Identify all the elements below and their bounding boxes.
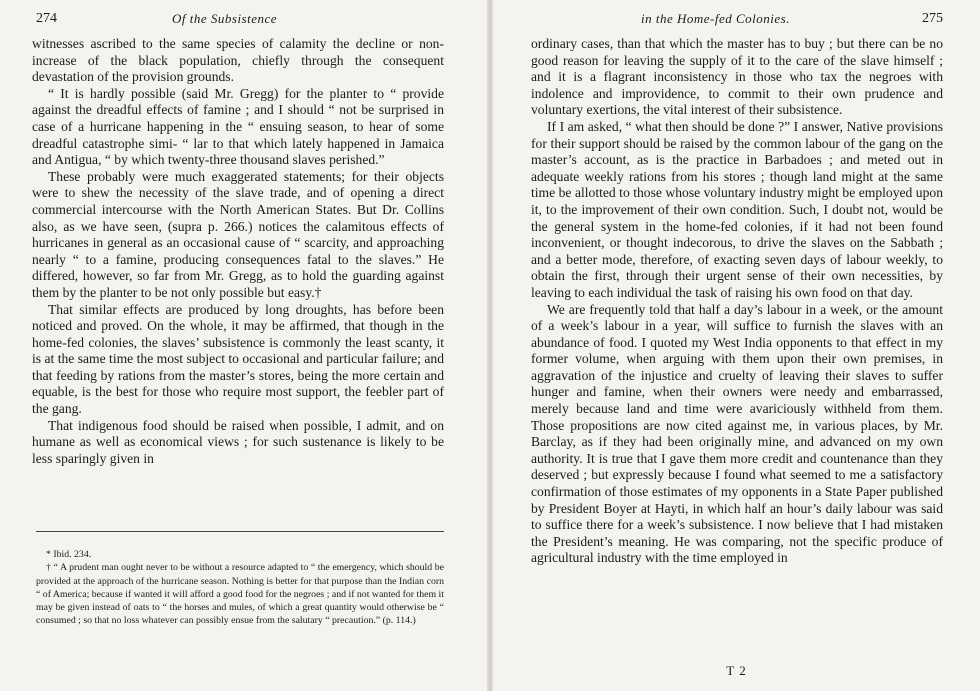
page-number: 275 <box>922 11 943 26</box>
footnote: * Ibid. 234. <box>46 549 92 560</box>
left-page-header <box>36 10 446 28</box>
right-page-header <box>531 10 943 28</box>
quotation-paragraph: “ It is hardly possible (said Mr. Gregg) for the planter to “ provide against the dreadful effects of famine ; and I should “ not be surprised in case of a hurricane happening in the “ ensuing season, to hear of some dreadful catastrophe simi- “ lar to that which lately happened in Jamaica and Antigua, “ by which twenty-three thousand slaves perished.” <box>32 85 444 168</box>
paragraph: That indigenous food should be raised when possible, I admit, and on humane as well as economical views ; for such sustenance is likely to be less sparingly given in <box>32 417 444 466</box>
right-page <box>493 0 980 691</box>
footnote-divider <box>36 531 444 532</box>
paragraph: ordinary cases, than that which the master has to buy ; but there can be no good reason for leaving the supply of it to the care of the slave himself ; and it is a flagrant inconsistency in those who tax the negroes with indolence and improvidence, to commit to their own prudence and voluntary exertions, the vital interest of their subsistence. <box>531 36 943 118</box>
signature-mark: T 2 <box>726 663 747 678</box>
paragraph: These probably were much exaggerated statements; for their objects were to shew the necessity of the slave trade, and of opening a direct commercial intercourse with the North American States. But Dr. Collins also, as we have seen, (supra p. 266.) notices the calamitous effects of hurricanes in general as an occasional cause of “ scarcity, and approaching nearly “ to a famine, producing consequences fatal to the slaves.” He differed, however, so far from Mr. Gregg, as to hold the guarding against them by the planter to be not only possible but easy.† <box>32 168 444 300</box>
left-body-text <box>32 36 444 467</box>
paragraph: witnesses ascribed to the same species of calamity the decline or non-increase of the black population, chiefly through the consequent devastation of the provision grounds. <box>32 36 444 85</box>
paragraph: That similar effects are produced by long droughts, has before been noticed and proved. On the whole, it may be affirmed, that though in the home-fed colonies, the slaves’ subsistence is commonly the least scanty, it is at the same time the most subject to occasional and particular failure; and that feeding by rations from the master’s stores, being the more certain and equable, is the best for those who require most support, the feebler part of the gang. <box>32 301 444 417</box>
footnote: † “ A prudent man ought never to be without a resource adapted to “ the emergency, which should be provided at the approach of the hurricane season. Nothing is better for that purpose than the Indian corn “ of America; because if wanted it will afford a good food for the negroes ; and if not wanted for them it may be given instead of oats to “ the horses and mules, of which a great quantity would otherwise be “ consumed ; so that no loss whatever can possibly ensue from the salutary “ precaution.” (p. 114.) <box>36 562 444 627</box>
right-body-text <box>531 36 943 567</box>
footnotes <box>36 548 444 628</box>
page-number: 274 <box>36 11 57 26</box>
running-head: Of the Subsistence <box>172 11 278 26</box>
paragraph: If I am asked, “ what then should be done ?” I answer, Native provisions for their support should be raised by the common labour of the gang on the master’s account, as is the practice in Barbadoes ; and meted out in adequate weekly rations from his stores ; though land might at the same time be allotted to those whose voluntary industry might be employed upon it, to the improvement of their own condition. Such, I doubt not, would be the general system in the home-fed colonies, if it had not been found inconvenient, or thought indecorous, to drive the slaves on the Sabbath ; and a better mode, therefore, of exacting seven days of labour weekly, to obtain the first, through their urgent sense of their own necessities, by leaving to each individual the task of raising his own food on that day. <box>531 118 943 300</box>
left-page <box>0 0 487 691</box>
running-head: in the Home-fed Colonies. <box>641 11 790 26</box>
paragraph: We are frequently told that half a day’s labour in a week, or the amount of a week’s labour in a year, will suffice to furnish the slaves with an abundance of food. I quoted my West India opponents to that effect in my former volume, when arguing with them upon their own premises, in aggravation of the injustice and cruelty of leaving their slaves to suffer hunger and famine, when their owners were needy and embarrassed, merely because land and time were avariciously withheld from them. Those propositions are now cited against me, in various places, by Mr. Barclay, as if they had been originally mine, and advanced on my own authority. It is true that I gave them more credit and countenance than they deserved ; but expressly because I found what seemed to me a satisfactory confirmation of those estimates of my opponents in a State Paper published by President Boyer at Hayti, in which half an hour’s daily labour was said to suffice there for a week’s subsistence. I now believe that I had mistaken the President’s meaning. He was comparing, not the specific produce of agricultural industry with the time employed in <box>531 301 943 566</box>
